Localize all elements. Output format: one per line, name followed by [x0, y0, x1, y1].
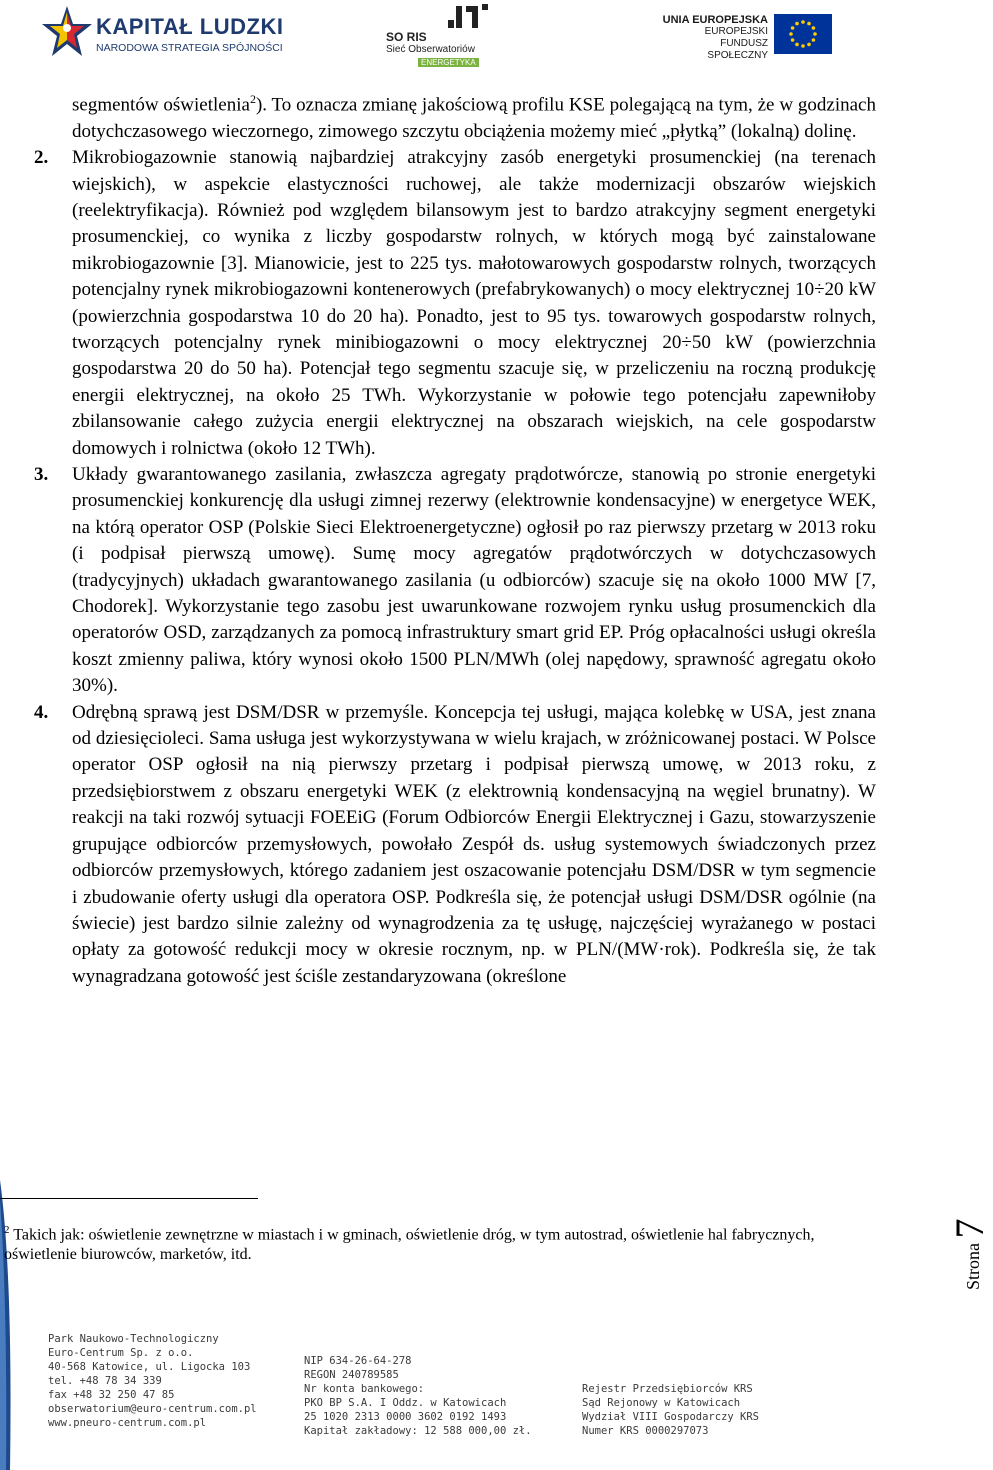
- footer-line: fax +48 32 250 47 85: [48, 1389, 175, 1401]
- footer-line: Numer KRS 0000297073: [582, 1425, 709, 1437]
- eu-logo: [662, 12, 832, 62]
- footer-line: 25 1020 2313 0000 3602 0192 1493: [304, 1411, 507, 1423]
- page-header: [0, 0, 960, 72]
- footnote-mark: 2: [4, 1224, 10, 1236]
- footer-line: NIP 634-26-64-278: [304, 1355, 412, 1367]
- list-item-4: [34, 700, 876, 990]
- list-text-4: Odrębną sprawą jest DSM/DSR w przemyśle. Koncepcja tej usługi, mająca kolebkę w USA, jest znana od dziesięcioleci. Sama usługa jest wykorzystywana w wielu krajach, w zróżnicowanej postaci. W Polsce operator OSP ogłosił na nią pierwszy przetarg i podpisał pierwszą umowę, w 2013 roku, z przedsiębiorstwem z obszaru energetyki WEK (z elektrownią kondensacyjną na węgiel brunatny). W reakcji na taki rozwój sytuacji FOEEiG (Forum Odbiorców Energii Elektrycznej i Gazu, stowarzyszenie grupujące odbiorców przemysłowych, powołało Zespół ds. usług systemowych świadczonych przez odbiorców przemysłowych, którego zadaniem jest oszacowanie potencjału DSM/DSR w tym segmencie i zbudowanie oferty usługi dla operatora OSP. Podkreśla się, że potencjał usługi DSM/DSR ogólnie (na świecie) jest bardzo silnie zależny od wynagrodzenia za tę usługę, najczęściej wyrażanego w postaci opłaty za gotowość redukcji mocy w okresie rocznym, np. w PLN/(MW·rok). Podkreśla się, że tak wynagradzana gotowość jest ściśle zestandaryzowana (określone: [72, 701, 876, 987]
- footnote: [4, 1220, 874, 1265]
- list-number-4: 4.: [34, 701, 49, 723]
- footer-line: obserwatorium@euro-centrum.com.pl: [48, 1403, 257, 1415]
- soris-mark-icon: [386, 2, 496, 32]
- kapital-ludzki-subtitle: NARODOWA STRATEGIA SPÓJNOŚCI: [96, 42, 283, 54]
- footnote-divider: [0, 1198, 258, 1199]
- page-number: [900, 1180, 992, 1290]
- eu-union-label: UNIA EUROPEJSKA: [662, 14, 768, 26]
- kapital-ludzki-star-icon: [40, 4, 94, 62]
- footer-line: Sąd Rejonowy w Katowicach: [582, 1397, 741, 1409]
- eu-logo-text: [662, 14, 768, 62]
- footer-line: Rejestr Przedsiębiorców KRS: [582, 1383, 753, 1395]
- footer-company-registration: [304, 1354, 532, 1438]
- footnote-text: Takich jak: oświetlenie zewnętrzne w miastach i w gminach, oświetlenie dróg, w tym autostrad, oświetlenie hal fabrycznych, oświetlenie biurowców, marketów, itd.: [4, 1226, 815, 1264]
- kapital-ludzki-logo: [40, 4, 284, 64]
- page-number-rotated: [946, 1219, 993, 1291]
- soris-network: Sieć Obserwatoriów: [386, 44, 475, 55]
- footer-line: Kapitał zakładowy: 12 588 000,00 zł.: [304, 1425, 532, 1437]
- continuation-rest: ). To oznacza zmianę jakościową profilu KSE polegającą na tym, że w godzinach dotychczasowego wieczornego, zimowego szczytu obciążenia możemy mieć „płytką” (lokalną) dolinę.: [72, 94, 876, 142]
- list-item-3: [34, 462, 876, 700]
- list-text-2: Mikrobiogazownie stanowią najbardziej atrakcyjny zasób energetyki prosumenckiej (na terenach wiejskich), w aspekcie elastyczności ruchowej, ale także modernizacji obszarów wiejskich (reelektryfikacja). Również pod względem bilansowym jest to bardzo atrakcyjny segment energetyki prosumenckiej, co wynika z liczby gospodarstw rolnych, w których mogą być zainstalowane mikrobiogazownie [3]. Mianowicie, jest to 225 tys. małotowarowych gospodarstw rolnych, tworzących potencjalny rynek mikrobiogazowni kontenerowych (prefabrykowanych) o mocy elektrycznej 10÷20 kW (powierzchnia gospodarstwa 10 do 20 ha). Ponadto, jest to 95 tys. towarowych gospodarstw rolnych, tworzących potencjalny rynek minibiogazowni o mocy elektrycznej 20÷50 kW (powierzchnia gospodarstwa 20 do 50 ha). Potencjał tego segmentu szacuje się, w przeliczeniu na roczną produkcję energii elektrycznej, na około 25 TWh. Wykorzystanie w połowie tego potencjału zapewniłoby zbilansowanie całego zużycia energii elektrycznej na obszarach wiejskich, na cele gospodarstw domowych i rolnictwa (około 12 TWh).: [72, 147, 876, 459]
- list-number-3: 3.: [34, 464, 49, 486]
- kapital-ludzki-title: KAPITAŁ LUDZKI: [96, 14, 284, 39]
- footer-company-address: [48, 1332, 257, 1430]
- footer-line: 40-568 Katowice, ul. Ligocka 103: [48, 1361, 251, 1373]
- soris-name: SO RIS: [386, 30, 427, 44]
- soris-energetyka-badge: ENERGETYKA: [418, 58, 479, 67]
- footer-line: Euro-Centrum Sp. z o.o.: [48, 1347, 194, 1359]
- eu-fund-line1: EUROPEJSKI: [704, 26, 768, 37]
- page-label: Strona: [963, 1243, 983, 1290]
- footer-line: PKO BP S.A. I Oddz. w Katowicach: [304, 1397, 507, 1409]
- soris-logo: [386, 2, 496, 68]
- footer-line: tel. +48 78 34 339: [48, 1375, 162, 1387]
- main-body: [34, 86, 876, 990]
- footer-court-register: [582, 1382, 759, 1438]
- eu-fund-line2: FUNDUSZ SPOŁECZNY: [707, 38, 768, 61]
- footer-line: www.pneuro-centrum.com.pl: [48, 1417, 207, 1429]
- footer-line: REGON 240789585: [304, 1369, 399, 1381]
- list-text-3: Układy gwarantowanego zasilania, zwłaszcza agregaty prądotwórcze, stanowią po stronie energetyki prosumenckiej konkurencję dla usługi zimnej rezerwy (elektrownie kondensacyjne) w energetyce WEK, na którą operator OSP (Polskie Sieci Elektroenergetyczne) ogłosił po raz pierwszy przetarg w 2013 roku (i podpisał pierwszą umowę). Sumę mocy agregatów prądotwórczych w dotychczasowych (tradycyjnych) układach gwarantowanego zasilania (u odbiorców) szacuje się na około 1000 MW [7, Chodorek]. Wykorzystanie tego zasobu jest uwarunkowane rozwojem rynku usług prosumenckich dla operatorów OSD, zarządzanych za pomocą infrastruktury smart grid EP. Próg opłacalności usługi określa koszt zmienny paliwa, który wynosi około 1500 PLN/MWh (olej napędowy, sprawność agregatu około 30%).: [72, 464, 876, 697]
- footer-line: Nr konta bankowego:: [304, 1383, 425, 1395]
- list-number-2: 2.: [34, 147, 49, 169]
- list-item-2: [34, 145, 876, 462]
- eu-flag-icon: [774, 14, 832, 54]
- paragraph-continuation: [72, 86, 876, 145]
- footer-line: Wydział VIII Gospodarczy KRS: [582, 1411, 760, 1423]
- footer-line: Park Naukowo-Technologiczny: [48, 1333, 219, 1345]
- footnote-ref: 2: [249, 92, 256, 106]
- continuation-start: segmentów oświetlenia: [72, 94, 250, 116]
- page-number-value: 7: [947, 1218, 992, 1239]
